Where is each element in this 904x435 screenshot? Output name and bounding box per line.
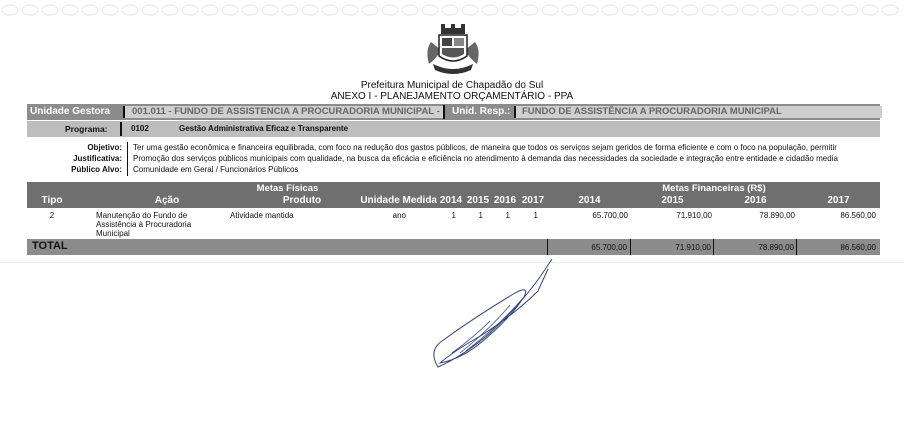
- col-produto: Produto: [282, 195, 322, 206]
- unid-resp-value-box: [514, 106, 882, 118]
- unid-resp-value: FUNDO DE ASSISTÊNCIA A PROCURADORIA MUNICIPAL: [522, 106, 782, 117]
- col-fin-2015: 2015: [661, 195, 684, 206]
- prefecture-title: Prefeitura Municipal de Chapadão do Sul: [360, 80, 544, 91]
- col-fisica-2016: 2016: [493, 195, 517, 206]
- col-unidade-medida: Unidade Medida: [360, 195, 437, 206]
- cell-produto: Atividade mantida: [230, 211, 294, 220]
- col-fisica-2017: 2017: [521, 195, 545, 206]
- total-2017: 86.560,00: [840, 243, 876, 252]
- unidade-gestora-bar: [27, 104, 880, 120]
- table-header: [27, 182, 880, 208]
- cell-fin-2015: 71.910,00: [676, 211, 712, 220]
- cell-tipo: 2: [49, 211, 55, 220]
- programa-label: Programa:: [65, 124, 108, 134]
- decorative-border: [0, 3, 904, 17]
- col-tipo: Tipo: [41, 195, 63, 206]
- cell-fin-2017: 86.560,00: [840, 211, 876, 220]
- cell-fisica-2014: 1: [451, 211, 456, 220]
- cell-fisica-2017: 1: [533, 211, 538, 220]
- col-fin-2017: 2017: [827, 195, 850, 206]
- cell-fin-2014: 65.700,00: [592, 211, 628, 220]
- programa-code: 0102: [131, 124, 149, 133]
- objetivo-label: Objetivo:: [87, 143, 122, 152]
- col-acao: Ação: [154, 195, 180, 206]
- programa-name: Gestão Administrativa Eficaz e Transparente: [179, 124, 349, 133]
- total-2014: 65.700,00: [591, 243, 627, 252]
- metas-financeiras-header: Metas Financeiras (R$): [662, 183, 766, 194]
- municipal-crest-icon: [423, 20, 483, 76]
- unidade-gestora-label: Unidade Gestora: [30, 106, 111, 117]
- total-label: TOTAL: [32, 240, 68, 252]
- unid-resp-label: Unid. Resp.:: [452, 106, 511, 117]
- col-fin-2014: 2014: [578, 195, 601, 206]
- objetivo-text: Ter uma gestão econômica e financeira equilibrada, com foco na redução dos gastos públicos, de maneira que todos os serviços sejam geridos de forma eficiente e com o foco na população, permitir: [133, 143, 837, 152]
- total-2015: 71.910,00: [675, 243, 711, 252]
- justificativa-label: Justificativa:: [73, 154, 122, 163]
- cell-unidade: ano: [392, 211, 406, 220]
- publico-alvo-label: Público Alvo:: [71, 165, 122, 174]
- cell-fin-2016: 78.890,00: [759, 211, 795, 220]
- total-row: [27, 239, 880, 255]
- total-2016: 78.890,00: [758, 243, 794, 252]
- col-fin-2016: 2016: [744, 195, 767, 206]
- justificativa-text: Promoção dos serviços públicos municipais com qualidade, na busca da eficácia e eficiência no atendimento à demanda das necessidades da sociedade e integração entre entidade e cidadão media: [133, 154, 838, 163]
- annex-title: ANEXO I - PLANEJAMENTO ORÇAMENTÁRIO - PPA: [330, 91, 574, 102]
- cell-fisica-2015: 1: [478, 211, 483, 220]
- col-fisica-2014: 2014: [439, 195, 463, 206]
- unidade-gestora-value-box: [123, 106, 445, 118]
- publico-alvo-text: Comunidade em Geral / Funcionários Públicos: [133, 165, 299, 174]
- unidade-gestora-value: 001.011 - FUNDO DE ASSISTENCIA A PROCURADORIA MUNICIPAL -: [132, 106, 440, 117]
- metas-fisicas-header: Metas Físicas: [256, 183, 319, 194]
- programa-bar: [27, 121, 880, 137]
- cell-fisica-2016: 1: [505, 211, 510, 220]
- signature-icon: [420, 255, 560, 375]
- col-fisica-2015: 2015: [466, 195, 490, 206]
- cell-acao: Manutenção do Fundo de Assistência à Procuradoria Municipal: [96, 211, 192, 238]
